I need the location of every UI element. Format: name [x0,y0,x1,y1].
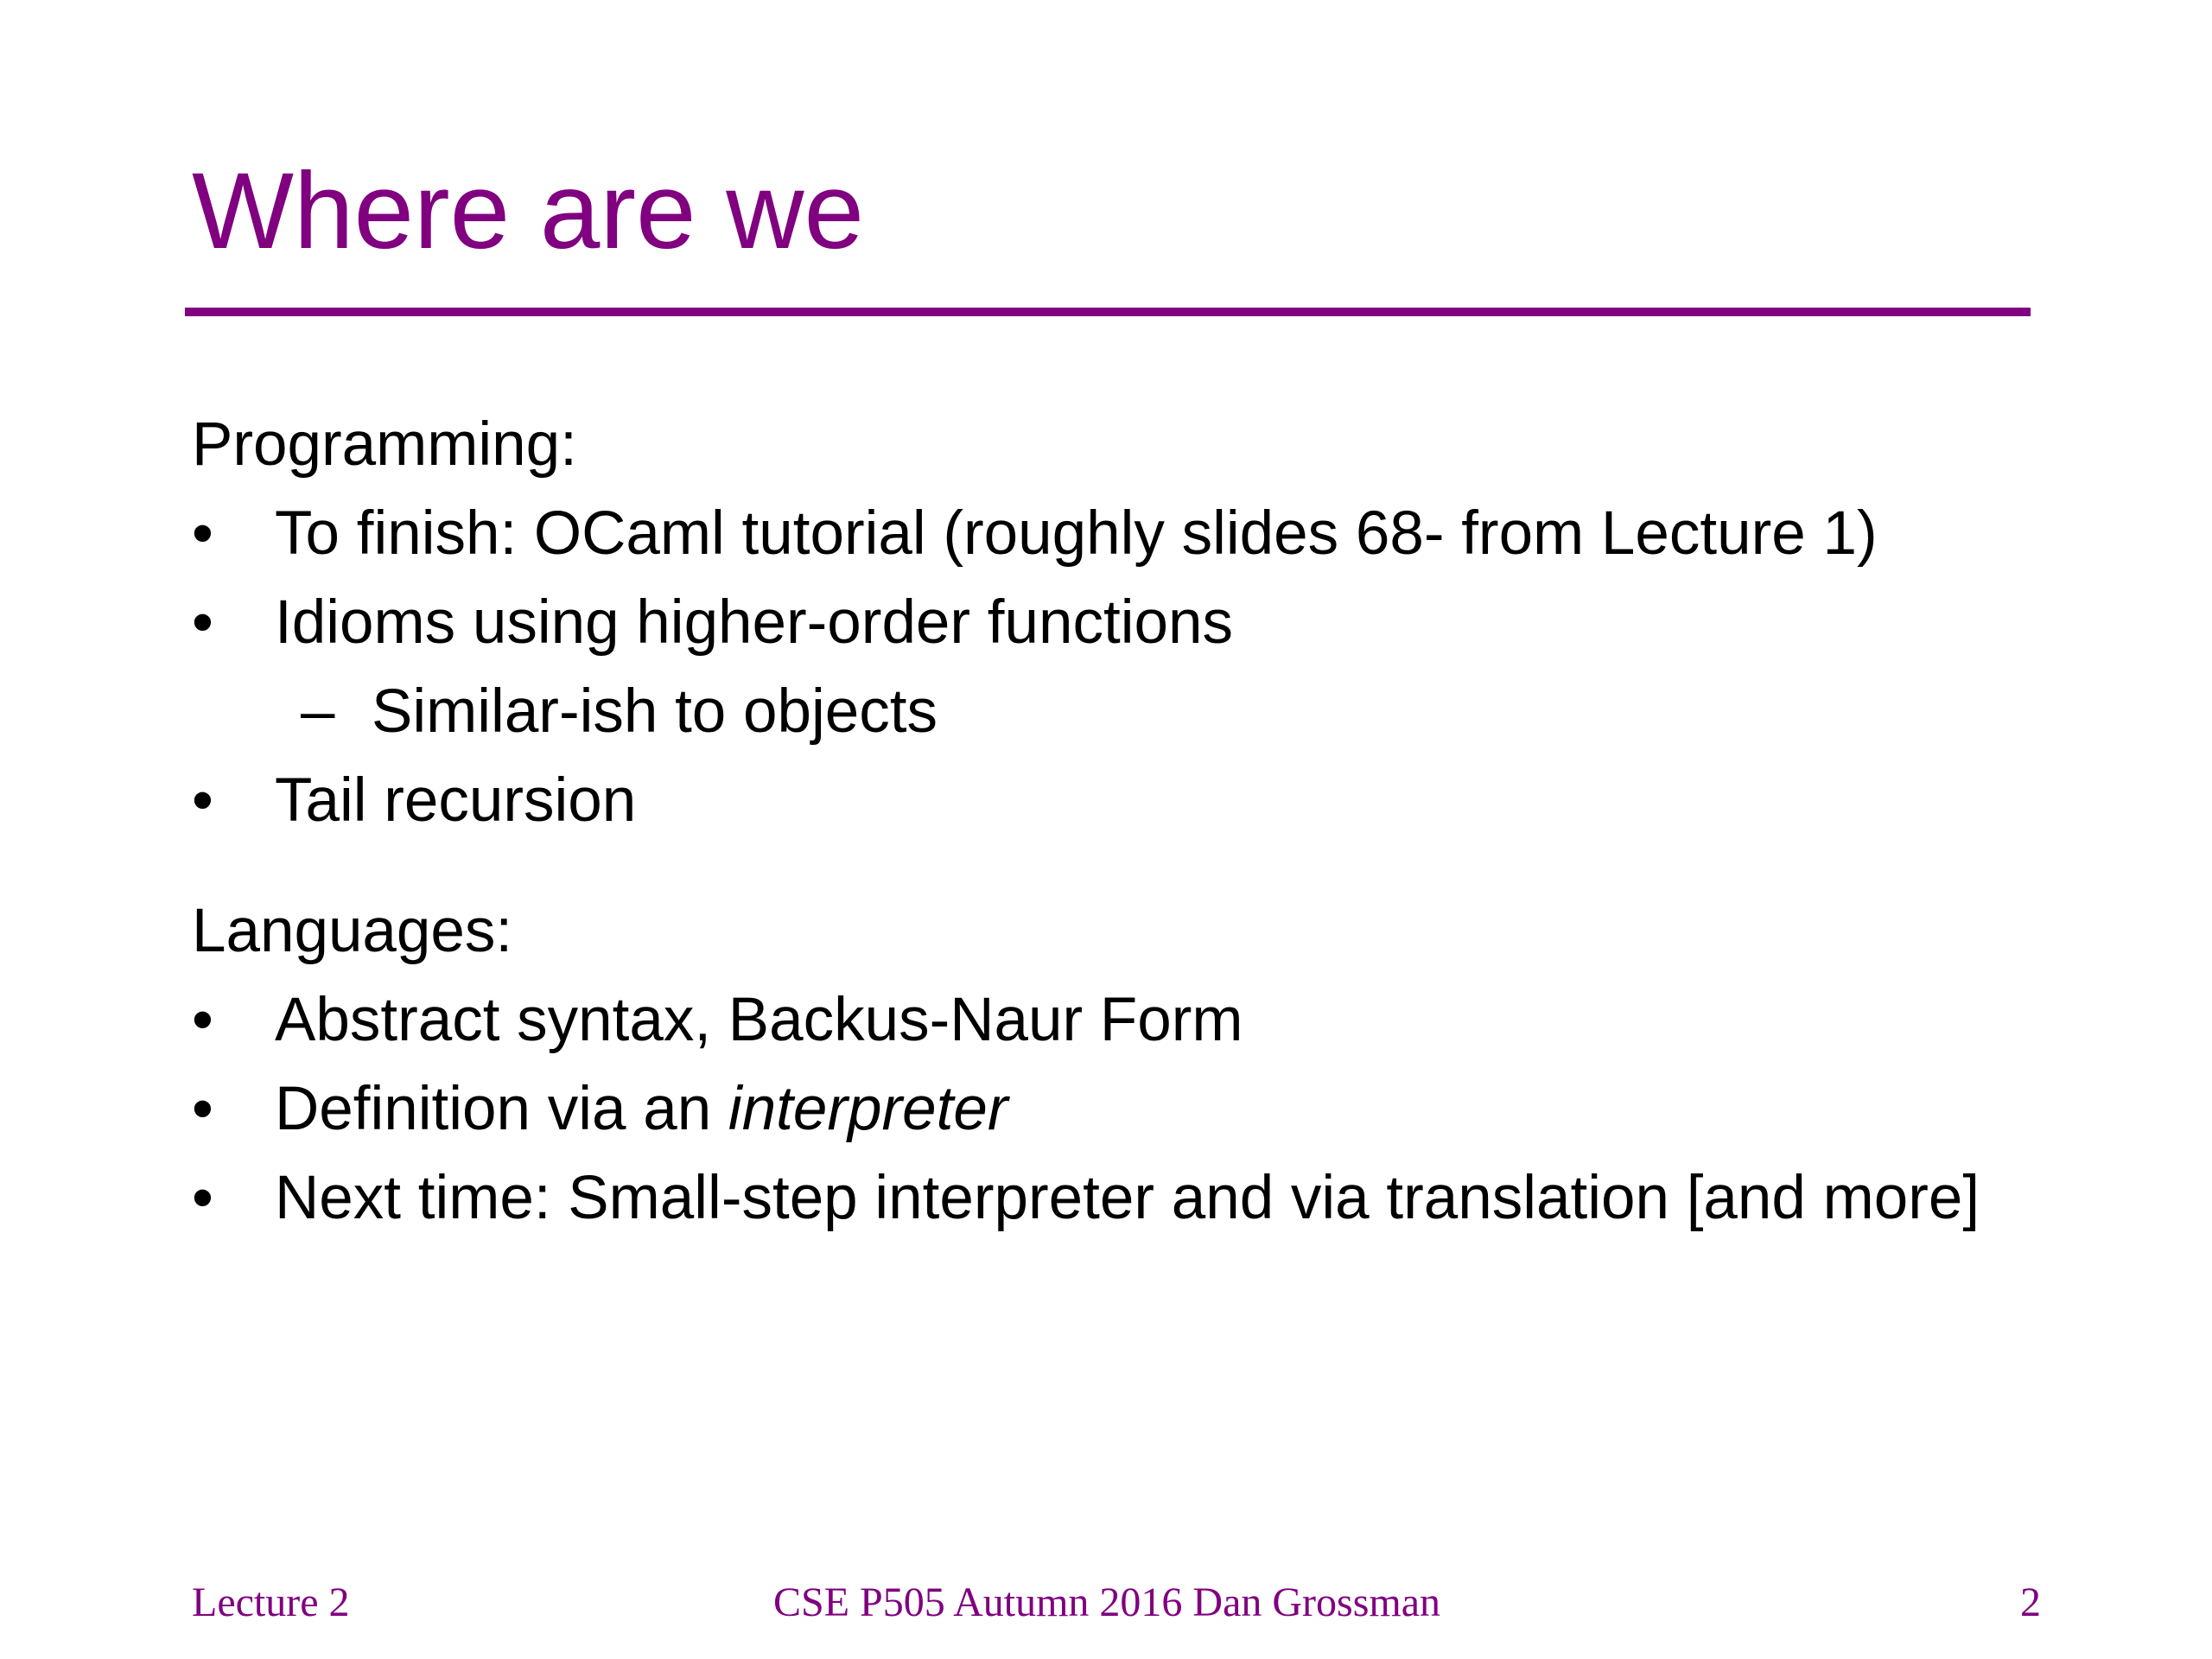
dash-marker: – [301,677,335,746]
list-item-text: To finish: OCaml tutorial (roughly slides 68- from Lecture 1) [275,499,1878,568]
bullet-marker: • [192,1164,213,1232]
italic-emphasis: interpreter [728,1075,1008,1143]
page-number: 2 [2020,1580,2041,1625]
section-heading-languages: Languages: [192,897,513,965]
list-item-text: Idioms using higher-order functions [275,588,1233,657]
section-heading-programming: Programming: [192,410,577,479]
list-item-text-prefix: Definition via an [275,1075,728,1143]
list-item [192,1065,2110,1154]
slide-content [192,400,2110,1243]
list-item [192,976,2110,1065]
list-item-text: Abstract syntax, Backus-Naur Form [275,986,1243,1054]
footer-lecture-label: Lecture 2 [192,1580,350,1625]
footer-course-info: CSE P505 Autumn 2016 Dan Grossman [773,1580,1441,1625]
bullet-marker: • [192,986,213,1054]
slide-title: Where are we [192,151,865,271]
bullet-marker: • [192,499,213,568]
list-item-text [192,1065,2110,1154]
list-item [192,1154,2110,1243]
list-item [192,756,2110,845]
section-spacer [192,845,2110,887]
title-divider [185,308,2031,316]
list-item [192,578,2110,667]
bullet-marker: • [192,588,213,657]
sub-list-item-text: Similar-ish to objects [372,677,938,746]
list-item-text: Tail recursion [275,766,637,835]
bullet-marker: • [192,766,213,835]
list-item-text: Next time: Small-step interpreter and via translation [and more] [275,1164,1980,1232]
bullet-marker: • [192,1075,213,1143]
list-item [192,489,2110,578]
sub-list-item [192,667,2110,756]
